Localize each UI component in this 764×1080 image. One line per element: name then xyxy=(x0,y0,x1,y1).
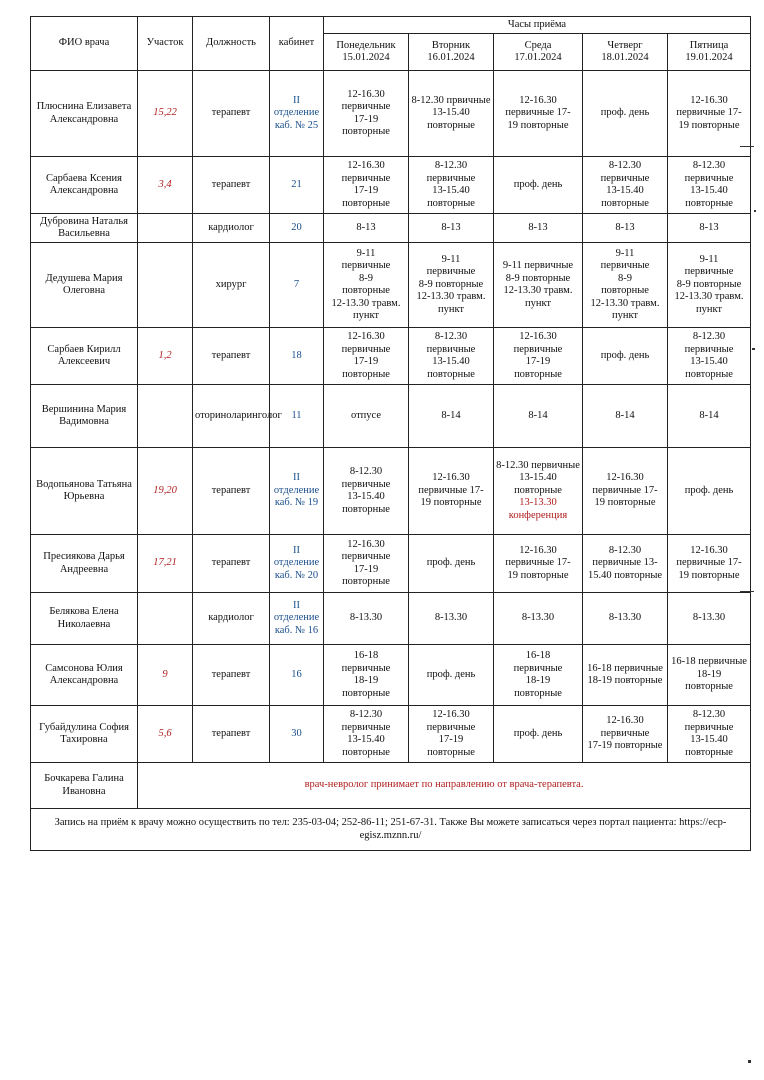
uchastok-cell: 5,6 xyxy=(138,706,193,763)
schedule-line: 15.40 повторные xyxy=(587,569,663,581)
schedule-line: пункт xyxy=(611,310,639,321)
schedule-cell xyxy=(583,71,668,157)
schedule-line: 8-13 xyxy=(615,221,635,233)
uchastok-cell: 3,4 xyxy=(138,157,193,214)
doctor-name: Пресиякова Дарья Андреевна xyxy=(31,535,138,593)
schedule-line: повторные xyxy=(514,368,562,380)
schedule-line: 17-19 xyxy=(525,356,551,367)
schedule-line: повторные xyxy=(342,285,390,296)
schedule-cell xyxy=(583,535,668,593)
schedule-cell xyxy=(583,385,668,448)
schedule-line: первичные xyxy=(600,172,650,184)
cabinet-cell: II отделение каб. № 25 xyxy=(270,71,324,157)
schedule-line: повторные xyxy=(342,746,390,758)
doctor-row xyxy=(31,385,751,448)
schedule-line: 13-15.40 xyxy=(432,185,470,196)
schedule-line: 8-13 xyxy=(528,221,548,233)
doctor-name: Губайдулина София Тахировна xyxy=(31,706,138,763)
schedule-cell xyxy=(324,328,409,385)
schedule-line: 19 повторные xyxy=(594,497,656,509)
schedule-line: 8-13.30 xyxy=(521,612,555,624)
uchastok-cell: 15,22 xyxy=(138,71,193,157)
schedule-line: 13-15.40 xyxy=(606,185,644,196)
schedule-line: 8-12.30 xyxy=(608,160,642,171)
schedule-line: первичные xyxy=(341,260,391,271)
schedule-line: 13-15.40 xyxy=(690,185,728,196)
schedule-line: первичные xyxy=(684,343,734,355)
day-date: 16.01.2024 xyxy=(427,52,475,63)
schedule-cell xyxy=(494,448,583,535)
schedule-line: 19 повторные xyxy=(507,119,569,131)
day-header xyxy=(409,34,494,71)
schedule-cell xyxy=(494,71,583,157)
schedule-cell xyxy=(583,645,668,706)
doctor-row xyxy=(31,157,751,214)
schedule-line: первичные xyxy=(684,266,734,278)
schedule-cell xyxy=(324,71,409,157)
schedule-line: 17-19 xyxy=(353,356,379,367)
schedule-line: 8-12.30 xyxy=(434,331,468,342)
doctor-row xyxy=(31,763,751,809)
schedule-line: повторные xyxy=(685,368,733,380)
doctor-name: Сарбаева Ксения Александровна xyxy=(31,157,138,214)
cabinet-cell: II отделение каб. № 20 xyxy=(270,535,324,593)
schedule-line: 12-13.30 травм. xyxy=(503,285,573,296)
schedule-line: 8-14 xyxy=(528,409,548,421)
position-cell: кардиолог xyxy=(193,214,270,243)
schedule-line: 12-16.30 xyxy=(519,331,557,342)
schedule-line: 13-15.40 xyxy=(347,734,385,745)
schedule-cell xyxy=(324,535,409,593)
doctor-name: Белякова Елена Николаевна xyxy=(31,593,138,645)
schedule-line: первичные xyxy=(600,260,650,271)
uchastok-cell: 9 xyxy=(138,645,193,706)
schedule-line: 12-16.30 xyxy=(606,472,644,484)
referral-note: врач-невролог принимает по направлению от врача-терапевта. xyxy=(138,763,751,809)
schedule-line: 8-12.30 првичные xyxy=(411,94,491,106)
schedule-note: 13-13.30 xyxy=(519,497,557,509)
schedule-line: 8-9 повторные xyxy=(676,278,742,290)
cabinet-cell: II отделение каб. № 16 xyxy=(270,593,324,645)
doctor-row xyxy=(31,706,751,763)
schedule-cell xyxy=(409,328,494,385)
schedule-cell xyxy=(409,593,494,645)
position-cell: терапевт xyxy=(193,328,270,385)
schedule-cell xyxy=(324,214,409,243)
schedule-line: 12-16.30 xyxy=(432,472,470,484)
position-cell: терапевт xyxy=(193,157,270,214)
schedule-line: повторные xyxy=(342,576,390,587)
schedule-cell xyxy=(668,706,751,763)
schedule-line: 12-16.30 xyxy=(690,94,728,106)
schedule-line: 8-12.30 xyxy=(692,160,726,171)
schedule-line: 9-11 xyxy=(615,247,635,259)
schedule-cell xyxy=(583,706,668,763)
schedule-cell xyxy=(668,645,751,706)
schedule-line: 13-15.40 xyxy=(347,491,385,502)
schedule-cell xyxy=(668,214,751,243)
doctor-name: Вершинина Мария Вадимовна xyxy=(31,385,138,448)
schedule-line: проф. день xyxy=(513,178,563,190)
schedule-line: 8-9 xyxy=(359,272,373,284)
day-header xyxy=(324,34,409,71)
doctor-row xyxy=(31,645,751,706)
schedule-line: 9-11 xyxy=(356,247,376,259)
day-date: 15.01.2024 xyxy=(342,52,390,63)
schedule-line: 19 повторные xyxy=(420,497,482,509)
schedule-cell xyxy=(668,448,751,535)
schedule-line: повторные xyxy=(342,687,390,699)
schedule-cell xyxy=(409,706,494,763)
schedule-note: конференция xyxy=(508,509,568,521)
doctor-name: Плюснина Елизавета Александровна xyxy=(31,71,138,157)
schedule-line: 12-16.30 xyxy=(347,538,385,550)
schedule-line: 12-16.30 xyxy=(432,709,470,720)
schedule-line: 8-12.30 xyxy=(349,709,383,720)
cabinet-cell: II отделение каб. № 19 xyxy=(270,448,324,535)
schedule-cell xyxy=(409,535,494,593)
schedule-cell xyxy=(668,535,751,593)
scan-mark xyxy=(740,146,754,147)
schedule-line: первичные 17- xyxy=(418,484,484,496)
uchastok-cell xyxy=(138,385,193,448)
schedule-cell xyxy=(668,157,751,214)
doctor-name: Дубровина Наталья Васильевна xyxy=(31,214,138,243)
schedule-line: 16-18 первичные xyxy=(587,662,663,674)
position-cell: терапевт xyxy=(193,448,270,535)
schedule-line: повторные xyxy=(685,681,733,693)
schedule-line: 19 повторные xyxy=(507,569,569,581)
position-cell: терапевт xyxy=(193,535,270,593)
day-name: Вторник xyxy=(431,39,471,51)
schedule-line: повторные xyxy=(601,285,649,296)
schedule-line: 8-13.30 xyxy=(434,612,468,624)
schedule-line: 17-19 xyxy=(353,185,379,196)
day-name: Среда xyxy=(524,39,552,51)
schedule-line: повторные xyxy=(685,746,733,758)
schedule-cell xyxy=(409,71,494,157)
doctor-row xyxy=(31,243,751,328)
schedule-cell xyxy=(494,243,583,328)
schedule-line: первичные 17- xyxy=(505,107,571,119)
schedule-cell xyxy=(324,157,409,214)
scan-mark xyxy=(740,591,754,592)
doctor-name: Дедушева Мария Олеговна xyxy=(31,243,138,328)
schedule-line: первичные 17- xyxy=(505,557,571,569)
schedule-cell xyxy=(668,385,751,448)
doctor-row xyxy=(31,535,751,593)
schedule-cell xyxy=(494,706,583,763)
schedule-line: первичные xyxy=(426,343,476,355)
schedule-cell xyxy=(494,535,583,593)
schedule-line: первичные xyxy=(341,343,391,355)
schedule-line: 8-13.30 xyxy=(349,612,383,624)
cabinet-cell: 30 xyxy=(270,706,324,763)
schedule-line: 9-11 xyxy=(441,253,461,265)
schedule-line: повторные xyxy=(427,746,475,758)
schedule-line: повторные xyxy=(342,126,390,137)
hours-header: Часы приёма xyxy=(324,17,751,34)
schedule-line: пункт xyxy=(437,303,465,315)
schedule-line: первичные xyxy=(684,721,734,733)
schedule-line: отпусе xyxy=(350,409,382,421)
schedule-line: повторные xyxy=(427,119,475,131)
doctor-name: Водопьянова Татьяна Юрьевна xyxy=(31,448,138,535)
schedule-cell xyxy=(583,243,668,328)
schedule-cell xyxy=(494,593,583,645)
schedule-line: 8-13 xyxy=(356,221,376,233)
cabinet-cell: 20 xyxy=(270,214,324,243)
schedule-cell xyxy=(409,243,494,328)
schedule-cell xyxy=(324,706,409,763)
appointment-info: Запись на приём к врачу можно осуществить по тел: 235-03-04; 252-86-11; 251-67-31. Также Вы можете записаться через портал пациента: https://ecp-egisz.mznn.ru/ xyxy=(31,809,751,851)
schedule-line: 8-12.30 xyxy=(692,331,726,342)
schedule-line: первичные xyxy=(341,478,391,490)
col-cabinet-header: кабинет xyxy=(270,17,324,71)
schedule-line: 8-9 повторные xyxy=(418,278,484,290)
schedule-cell xyxy=(324,593,409,645)
schedule-line: 8-13.30 xyxy=(692,612,726,624)
schedule-line: 8-13.30 xyxy=(608,612,642,624)
schedule-line: 8-12.30 xyxy=(692,709,726,720)
schedule-line: 13-15.40 xyxy=(690,734,728,745)
schedule-cell xyxy=(583,593,668,645)
position-cell: терапевт xyxy=(193,645,270,706)
schedule-line: 8-13 xyxy=(699,221,719,233)
schedule-line: 17-19 повторные xyxy=(587,740,663,752)
schedule-line: 12-13.30 травм. xyxy=(674,291,744,303)
scan-mark xyxy=(748,1060,751,1063)
day-date: 17.01.2024 xyxy=(514,52,562,63)
schedule-line: 18-19 повторные xyxy=(587,675,663,686)
schedule-line: 19 повторные xyxy=(678,119,740,131)
schedule-line: 12-13.30 травм. xyxy=(331,297,401,309)
schedule-line: первичные xyxy=(600,727,650,739)
position-cell: терапевт xyxy=(193,706,270,763)
schedule-line: 19 повторные xyxy=(678,569,740,581)
schedule-line: 9-11 xyxy=(699,253,719,265)
schedule-line: 17-19 xyxy=(353,113,379,125)
uchastok-cell xyxy=(138,243,193,328)
col-name-header: ФИО врача xyxy=(31,17,138,71)
schedule-line: 12-16.30 xyxy=(690,544,728,556)
schedule-cell xyxy=(409,385,494,448)
schedule-table xyxy=(30,16,751,851)
schedule-line: первичные 17- xyxy=(676,557,742,569)
schedule-line: первичные xyxy=(684,172,734,184)
schedule-line: проф. день xyxy=(600,349,650,361)
schedule-cell xyxy=(494,328,583,385)
schedule-line: 8-9 xyxy=(618,272,632,284)
schedule-line: 16-18 первичные xyxy=(671,656,747,668)
schedule-line: 13-15.40 xyxy=(432,356,470,367)
schedule-line: 13-15.40 xyxy=(519,472,557,484)
schedule-line: 13-15.40 xyxy=(690,356,728,367)
doctor-name: Сарбаев Кирилл Алексеевич xyxy=(31,328,138,385)
day-date: 19.01.2024 xyxy=(685,52,733,63)
position-cell: терапевт xyxy=(193,71,270,157)
schedule-line: повторные xyxy=(427,197,475,209)
schedule-line: 16-18 xyxy=(353,650,379,661)
schedule-line: 8-14 xyxy=(699,409,719,421)
position-cell: оториноларинголог xyxy=(193,385,270,448)
schedule-line: 13-15.40 xyxy=(432,107,470,119)
schedule-cell xyxy=(409,645,494,706)
uchastok-cell xyxy=(138,214,193,243)
schedule-line: первичные xyxy=(341,172,391,184)
schedule-line: первичные xyxy=(341,662,391,674)
doctor-row xyxy=(31,71,751,157)
schedule-line: пункт xyxy=(524,297,552,309)
schedule-line: 8-12.30 xyxy=(608,544,642,556)
schedule-line: первичные xyxy=(513,662,563,674)
schedule-line: 8-13 xyxy=(441,221,461,233)
day-name: Понедельник xyxy=(336,39,396,51)
schedule-cell xyxy=(583,157,668,214)
schedule-line: 12-16.30 xyxy=(347,88,385,100)
day-name: Пятница xyxy=(689,39,729,51)
uchastok-cell: 17,21 xyxy=(138,535,193,593)
schedule-line: повторные xyxy=(514,484,562,496)
schedule-line: 8-14 xyxy=(615,409,635,421)
schedule-cell xyxy=(324,385,409,448)
scan-mark xyxy=(752,348,755,350)
uchastok-cell: 1,2 xyxy=(138,328,193,385)
schedule-line: первичные xyxy=(426,172,476,184)
cabinet-cell: 11 xyxy=(270,385,324,448)
schedule-line: 9-11 первичные xyxy=(502,260,574,271)
schedule-line: повторные xyxy=(685,197,733,209)
col-position-header: Должность xyxy=(193,17,270,71)
schedule-cell xyxy=(494,385,583,448)
scan-mark xyxy=(754,210,756,212)
position-cell: кардиолог xyxy=(193,593,270,645)
schedule-line: первичные xyxy=(341,101,391,112)
schedule-cell xyxy=(668,71,751,157)
schedule-cell xyxy=(324,448,409,535)
schedule-line: 16-18 xyxy=(525,650,551,661)
uchastok-cell: 19,20 xyxy=(138,448,193,535)
schedule-cell xyxy=(324,645,409,706)
doctor-row xyxy=(31,593,751,645)
schedule-cell xyxy=(583,214,668,243)
schedule-line: повторные xyxy=(514,687,562,699)
schedule-line: проф. день xyxy=(684,484,734,496)
schedule-line: 12-13.30 травм. xyxy=(416,291,486,303)
schedule-line: первичные xyxy=(513,343,563,355)
schedule-cell xyxy=(668,243,751,328)
position-cell: хирург xyxy=(193,243,270,328)
schedule-line: первичные 17- xyxy=(592,484,658,496)
schedule-line: 12-16.30 xyxy=(347,331,385,342)
schedule-cell xyxy=(494,214,583,243)
schedule-line: 12-16.30 xyxy=(519,94,557,106)
schedule-line: первичные 17- xyxy=(676,107,742,119)
schedule-line: проф. день xyxy=(600,107,650,119)
schedule-line: пункт xyxy=(695,303,723,315)
schedule-line: проф. день xyxy=(426,557,476,569)
schedule-line: проф. день xyxy=(513,727,563,739)
schedule-line: повторные xyxy=(427,368,475,380)
schedule-line: первичные 13- xyxy=(592,557,658,569)
schedule-line: 12-13.30 травм. xyxy=(590,297,660,309)
schedule-cell xyxy=(494,645,583,706)
doctor-name: Бочкарева Галина Ивановна xyxy=(31,763,138,809)
schedule-line: 8-9 повторные xyxy=(505,272,571,284)
col-uchastok-header: Участок xyxy=(138,17,193,71)
schedule-line: 12-16.30 xyxy=(606,715,644,727)
schedule-line: первичные xyxy=(341,721,391,733)
schedule-line: первичные xyxy=(426,721,476,733)
schedule-line: пункт xyxy=(352,310,380,321)
schedule-line: повторные xyxy=(342,368,390,380)
schedule-line: первичные xyxy=(341,551,391,562)
day-header xyxy=(494,34,583,71)
cabinet-cell: 7 xyxy=(270,243,324,328)
schedule-line: 18-19 xyxy=(525,675,551,686)
schedule-cell xyxy=(668,328,751,385)
uchastok-cell xyxy=(138,593,193,645)
schedule-cell xyxy=(409,214,494,243)
schedule-cell xyxy=(409,157,494,214)
schedule-line: 18-19 xyxy=(696,668,722,680)
schedule-line: 18-19 xyxy=(353,675,379,686)
cabinet-cell: 16 xyxy=(270,645,324,706)
day-header xyxy=(583,34,668,71)
doctor-name: Самсонова Юлия Александровна xyxy=(31,645,138,706)
schedule-line: 8-12.30 xyxy=(434,160,468,171)
footer-row xyxy=(31,809,751,851)
doctor-row xyxy=(31,214,751,243)
schedule-line: 17-19 xyxy=(438,734,464,745)
cabinet-cell: 18 xyxy=(270,328,324,385)
doctor-rows xyxy=(31,71,751,851)
schedule-cell xyxy=(583,328,668,385)
schedule-line: первичные xyxy=(426,266,476,278)
schedule-cell xyxy=(409,448,494,535)
schedule-cell xyxy=(583,448,668,535)
schedule-line: 8-12.30 xyxy=(349,466,383,477)
doctor-row xyxy=(31,328,751,385)
schedule-cell xyxy=(668,593,751,645)
cabinet-cell: 21 xyxy=(270,157,324,214)
schedule-line: 8-14 xyxy=(441,409,461,421)
schedule-line: повторные xyxy=(342,503,390,515)
schedule-cell xyxy=(494,157,583,214)
schedule-line: 12-16.30 xyxy=(519,544,557,556)
schedule-line: 12-16.30 xyxy=(347,160,385,171)
schedule-line: проф. день xyxy=(426,668,476,680)
schedule-cell xyxy=(324,243,409,328)
schedule-line: повторные xyxy=(342,197,390,209)
schedule-line: 8-12.30 первичные xyxy=(496,459,580,471)
schedule-line: повторные xyxy=(601,197,649,209)
doctor-row xyxy=(31,448,751,535)
day-date: 18.01.2024 xyxy=(601,52,649,63)
schedule-line: 17-19 xyxy=(353,563,379,575)
day-header xyxy=(668,34,751,71)
day-name: Четверг xyxy=(607,39,643,51)
